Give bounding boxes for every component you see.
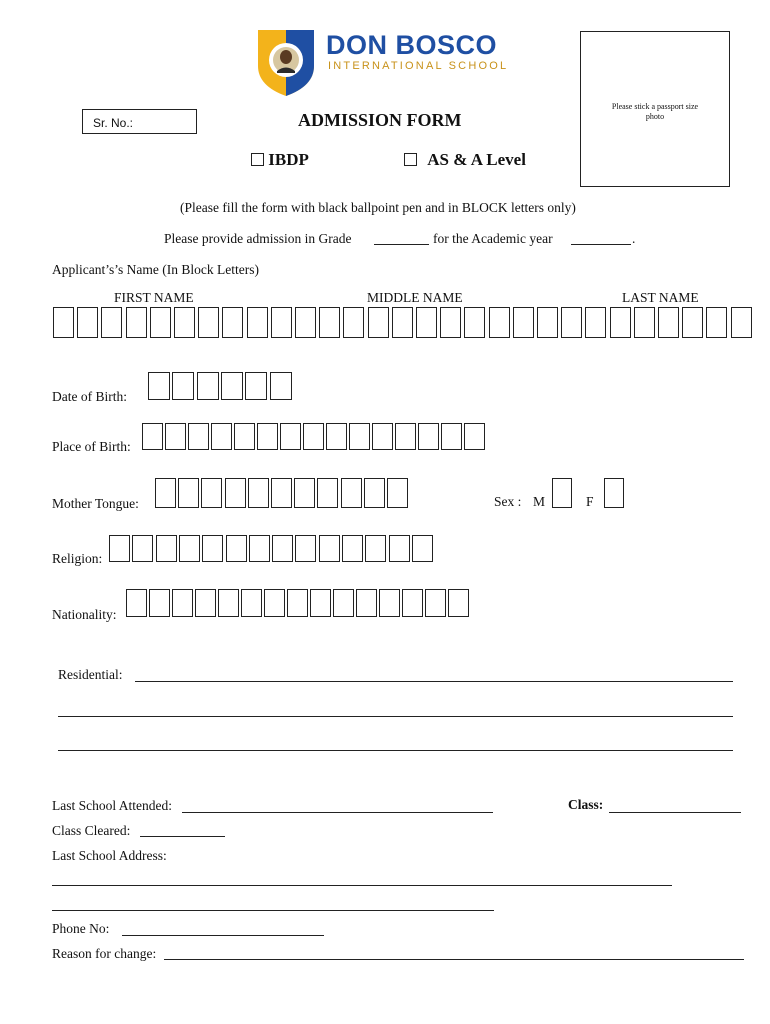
name-letter-box[interactable] [682,307,703,338]
name-letter-box[interactable] [464,307,485,338]
ibdp-checkbox[interactable] [251,153,264,166]
sex-f-box[interactable] [604,478,624,508]
nationality-label: Nationality: [52,607,117,622]
place-of-birth-letter-box[interactable] [441,423,462,450]
place-of-birth-label: Place of Birth: [52,439,131,454]
grade-middle: for the Academic year [433,231,553,246]
sex-label: Sex : [494,494,522,509]
mother-tongue-letter-box[interactable] [271,478,292,508]
mother-tongue-letter-box[interactable] [364,478,385,508]
place-of-birth-letter-box[interactable] [211,423,232,450]
sex-f-label: F [586,494,594,509]
mother-tongue-letter-box[interactable] [225,478,246,508]
mother-tongue-letter-box[interactable] [155,478,176,508]
name-letter-box[interactable] [489,307,510,338]
nationality-letter-box[interactable] [356,589,377,617]
as-a-level-checkbox[interactable] [404,153,417,166]
religion-letter-box[interactable] [202,535,223,562]
dob-letter-box[interactable] [148,372,170,400]
name-letter-box[interactable] [174,307,195,338]
religion-letter-box[interactable] [132,535,153,562]
mother-tongue-letter-box[interactable] [317,478,338,508]
nationality-letter-box[interactable] [287,589,308,617]
grade-suffix: . [632,231,636,246]
place-of-birth-letter-box[interactable] [142,423,163,450]
name-letter-box[interactable] [295,307,316,338]
nationality-letter-box[interactable] [425,589,446,617]
religion-letter-box[interactable] [226,535,247,562]
residential-line-1[interactable] [135,681,733,682]
nationality-letter-box[interactable] [126,589,147,617]
name-letter-box[interactable] [634,307,655,338]
place-of-birth-letter-box[interactable] [372,423,393,450]
nationality-letter-box[interactable] [195,589,216,617]
residential-line-3[interactable] [58,750,733,751]
name-letter-box[interactable] [368,307,389,338]
religion-letter-box[interactable] [365,535,386,562]
school-subtitle: INTERNATIONAL SCHOOL [328,60,509,72]
religion-letter-box[interactable] [342,535,363,562]
name-letter-box[interactable] [513,307,534,338]
first-name-label: FIRST NAME [114,290,194,305]
sex-m-box[interactable] [552,478,572,508]
nationality-letter-box[interactable] [218,589,239,617]
reason-line[interactable] [164,959,744,960]
name-letter-box[interactable] [126,307,147,338]
middle-name-label: MIDDLE NAME [367,290,463,305]
name-letter-box[interactable] [198,307,219,338]
name-letter-box[interactable] [561,307,582,338]
dob-label: Date of Birth: [52,389,127,404]
nationality-letter-box[interactable] [333,589,354,617]
name-letter-box[interactable] [222,307,243,338]
name-letter-box[interactable] [537,307,558,338]
grade-prefix: Please provide admission in Grade [164,231,352,246]
dob-letter-box[interactable] [221,372,243,400]
address-line-1[interactable] [52,885,672,886]
class-cleared-label: Class Cleared: [52,823,131,838]
passport-photo-box [580,31,730,187]
nationality-letter-box[interactable] [264,589,285,617]
residential-label: Residential: [58,667,123,682]
nationality-letter-box[interactable] [241,589,262,617]
nationality-letter-box[interactable] [448,589,469,617]
religion-letter-box[interactable] [389,535,410,562]
dob-letter-box[interactable] [172,372,194,400]
religion-letter-box[interactable] [156,535,177,562]
name-letter-box[interactable] [610,307,631,338]
place-of-birth-letter-box[interactable] [188,423,209,450]
dob-letter-box[interactable] [245,372,267,400]
name-letter-box[interactable] [343,307,364,338]
grade-input-line[interactable] [374,244,429,245]
name-letter-box[interactable] [731,307,752,338]
place-of-birth-letter-box[interactable] [418,423,439,450]
nationality-letter-box[interactable] [310,589,331,617]
as-a-level-label: AS & A Level [427,150,526,169]
place-of-birth-letter-box[interactable] [303,423,324,450]
name-letter-box[interactable] [53,307,74,338]
photo-instruction: Please stick a passport size photo [611,102,699,121]
phone-label: Phone No: [52,921,110,936]
reason-label: Reason for change: [52,946,157,961]
name-letter-box[interactable] [585,307,606,338]
place-of-birth-letter-box[interactable] [395,423,416,450]
nationality-letter-box[interactable] [172,589,193,617]
last-school-label: Last School Attended: [52,798,172,813]
place-of-birth-letter-box[interactable] [326,423,347,450]
place-of-birth-letter-box[interactable] [464,423,485,450]
place-of-birth-letter-box[interactable] [165,423,186,450]
last-school-address-label: Last School Address: [52,848,167,863]
option-as-a-level[interactable] [404,150,526,170]
sex-m-label: M [533,494,546,509]
name-letter-box[interactable] [392,307,413,338]
sr-no-field[interactable]: Sr. No.: [82,109,197,134]
name-letter-box[interactable] [658,307,679,338]
academic-year-input-line[interactable] [571,244,631,245]
name-letter-box[interactable] [706,307,727,338]
religion-label: Religion: [52,551,103,566]
class-label: Class: [568,797,604,812]
name-letter-box[interactable] [416,307,437,338]
mother-tongue-letter-box[interactable] [294,478,315,508]
dob-letter-box[interactable] [197,372,219,400]
school-name: DON BOSCO [326,30,498,60]
class-cleared-line[interactable] [140,836,225,837]
mother-tongue-letter-box[interactable] [178,478,199,508]
place-of-birth-letter-box[interactable] [349,423,370,450]
name-letter-box[interactable] [319,307,340,338]
name-letter-box[interactable] [101,307,122,338]
mother-tongue-letter-box[interactable] [248,478,269,508]
last-name-label: LAST NAME [622,290,699,305]
name-letter-box[interactable] [247,307,268,338]
name-letter-box[interactable] [150,307,171,338]
nationality-letter-box[interactable] [379,589,400,617]
nationality-letter-box[interactable] [149,589,170,617]
residential-line-2[interactable] [58,716,733,717]
mother-tongue-letter-box[interactable] [387,478,408,508]
religion-letter-box[interactable] [319,535,340,562]
religion-letter-box[interactable] [109,535,130,562]
religion-letter-box[interactable] [412,535,433,562]
place-of-birth-letter-box[interactable] [234,423,255,450]
class-line[interactable] [609,812,741,813]
nationality-letter-box[interactable] [402,589,423,617]
religion-letter-box[interactable] [249,535,270,562]
ibdp-label: IBDP [268,150,309,169]
dob-letter-box[interactable] [270,372,292,400]
name-letter-box[interactable] [440,307,461,338]
instructions: (Please fill the form with black ballpoint pen and in BLOCK letters only) [180,200,576,215]
religion-letter-box[interactable] [295,535,316,562]
applicant-name-label: Applicant’s’s Name (In Block Letters) [52,262,259,277]
religion-letter-box[interactable] [272,535,293,562]
mother-tongue-label: Mother Tongue: [52,496,139,511]
address-line-2[interactable] [52,910,494,911]
place-of-birth-letter-box[interactable] [257,423,278,450]
name-letter-box[interactable] [271,307,292,338]
option-ibdp[interactable] [251,150,309,170]
religion-letter-box[interactable] [179,535,200,562]
phone-line[interactable] [122,935,324,936]
form-title: ADMISSION FORM [298,110,462,130]
mother-tongue-letter-box[interactable] [201,478,222,508]
mother-tongue-letter-box[interactable] [341,478,362,508]
name-letter-box[interactable] [77,307,98,338]
place-of-birth-letter-box[interactable] [280,423,301,450]
last-school-line[interactable] [182,812,493,813]
